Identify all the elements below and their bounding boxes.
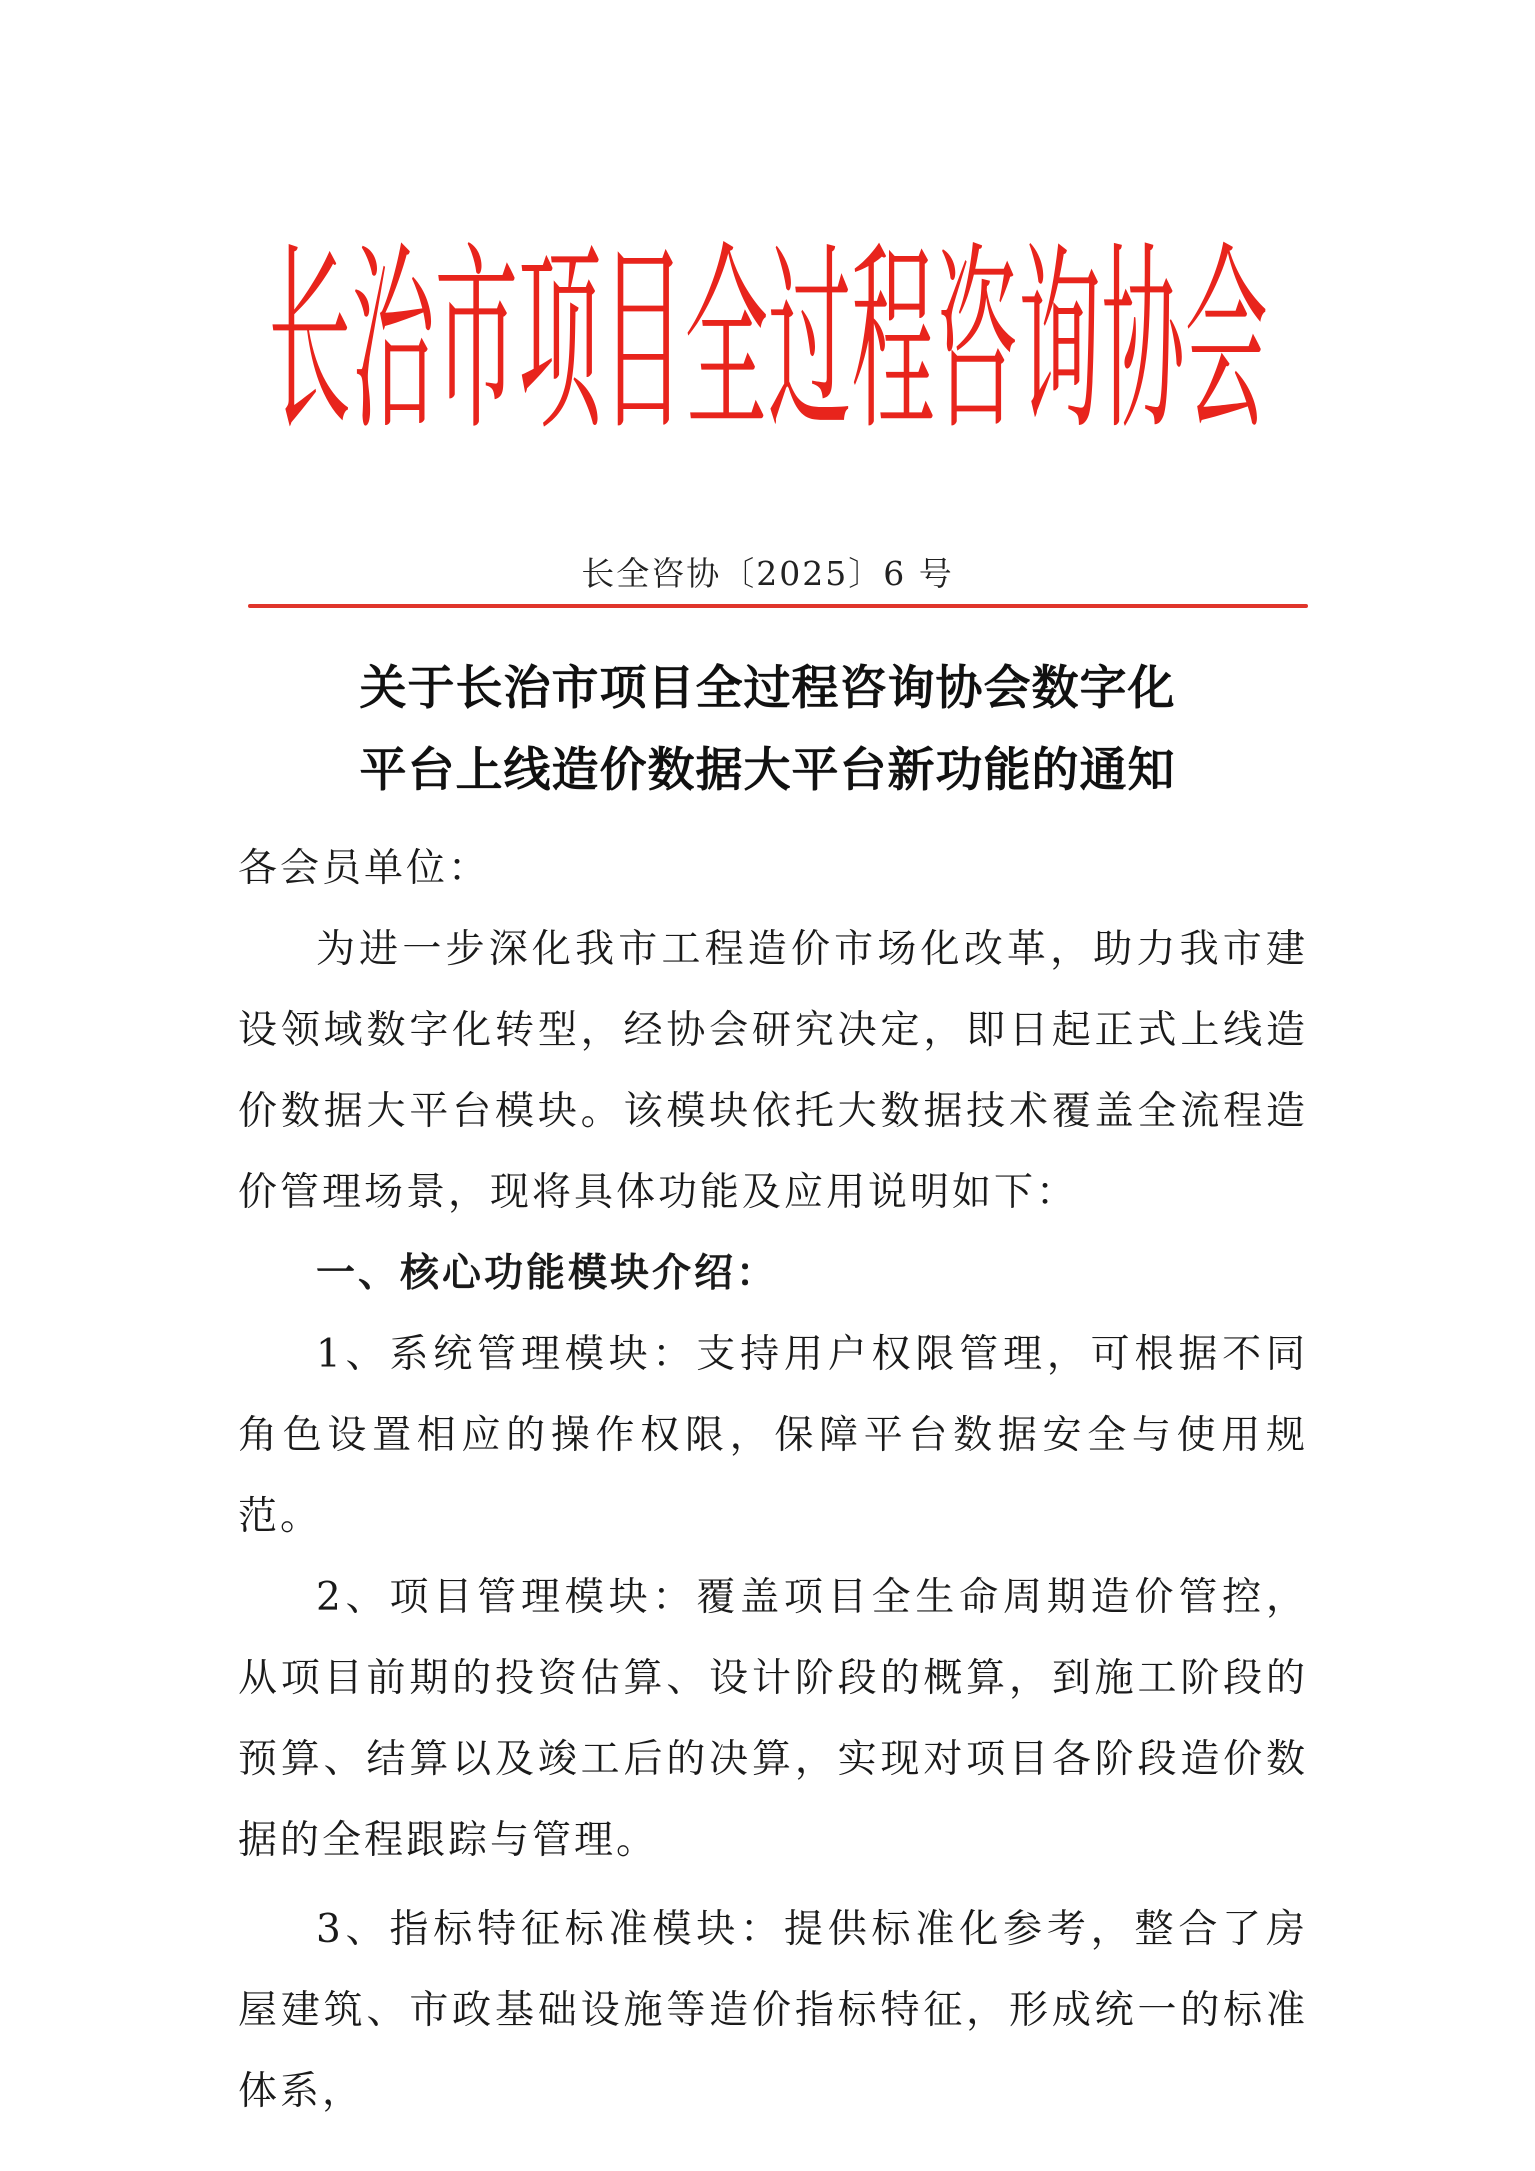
salutation: 各会员单位： [238, 846, 491, 891]
intro-paragraph: 为进一步深化我市工程造价市场化改革，助力我市建设领域数字化转型，经协会研究决定，即日起正式上线造价数据大平台模块。该模块依托大数据技术覆盖全流程造价管理场景，现将具体功能及应用说明如下： [238, 927, 1308, 1215]
section-heading: 一、核心功能模块介绍： [316, 1251, 779, 1296]
item-index-standard: 3、指标特征标准模块：提供标准化参考，整合了房屋建筑、市政基础设施等造价指标特征，形成统一的标准体系， [238, 1907, 1308, 2114]
document-title [200, 648, 1335, 812]
document-body [238, 909, 1308, 2132]
red-divider-rule [248, 604, 1308, 608]
organization-name: 长治市项目全过程咨询协会 [267, 240, 1268, 458]
title-line-1: 关于长治市项目全过程咨询协会数字化 [359, 661, 1176, 716]
item-system-management: 1、系统管理模块：支持用户权限管理，可根据不同角色设置相应的操作权限，保障平台数据安全与使用规范。 [238, 1332, 1308, 1539]
title-line-2: 平台上线造价数据大平台新功能的通知 [359, 743, 1176, 798]
organization-header [0, 240, 1535, 460]
document-number: 长全咨协〔2025〕6 号 [581, 554, 954, 593]
organization-name-banner [238, 240, 1298, 460]
item-project-management: 2、项目管理模块：覆盖项目全生命周期造价管控，从项目前期的投资估算、设计阶段的概算，到施工阶段的预算、结算以及竣工后的决算，实现对项目各阶段造价数据的全程跟踪与管理。 [238, 1575, 1308, 1863]
